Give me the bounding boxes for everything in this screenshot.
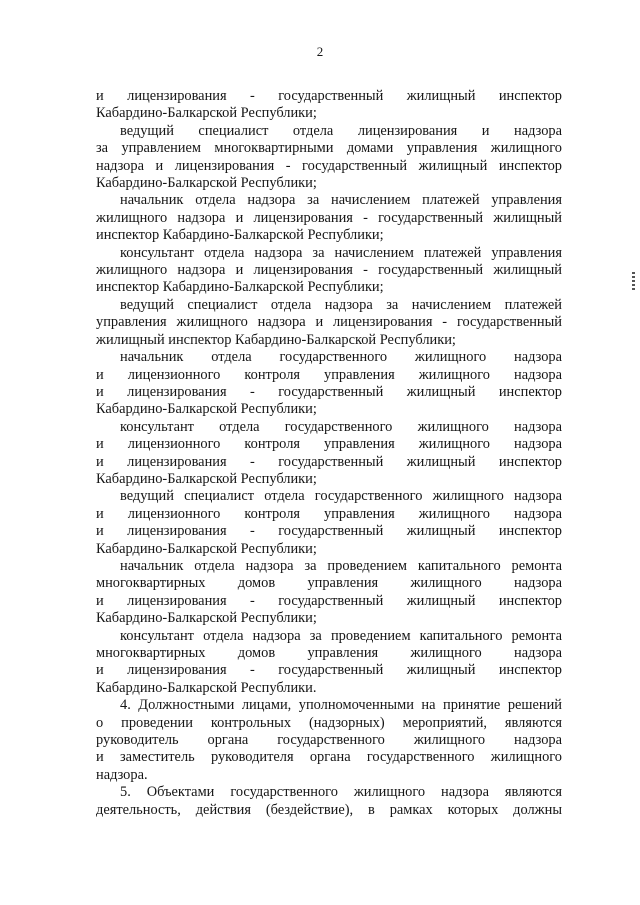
text-line: Кабардино-Балкарской Республики; bbox=[96, 401, 317, 418]
text-line: консультант отдела государственного жилищного надзора bbox=[120, 418, 562, 435]
text-line: и лицензирования - государственный жилищный инспектор bbox=[96, 523, 562, 540]
paragraph bbox=[96, 628, 562, 698]
text-line: о проведении контрольных (надзорных) мероприятий, являются bbox=[96, 714, 562, 731]
text-line: ведущий специалист отдела надзора за начислением платежей bbox=[120, 296, 562, 313]
text-line: ведущий специалист отдела лицензирования и надзора bbox=[120, 122, 562, 139]
text-line: и лицензирования - государственный жилищный инспектор bbox=[96, 592, 562, 609]
text-line: жилищный инспектор Кабардино-Балкарской Республики; bbox=[96, 331, 456, 348]
paragraph bbox=[96, 245, 562, 297]
text-line: начальник отдела надзора за начислением платежей управления bbox=[120, 192, 562, 209]
text-line: консультант отдела надзора за начислением платежей управления bbox=[120, 244, 562, 261]
text-line: и лицензирования - государственный жилищный инспектор bbox=[96, 88, 562, 104]
text-line: начальник отдела надзора за проведением капитального ремонта bbox=[120, 557, 562, 574]
paragraph bbox=[96, 488, 562, 558]
text-line: и лицензирования - государственный жилищный инспектор bbox=[96, 383, 562, 400]
text-line: управления жилищного надзора и лицензирования - государственный bbox=[96, 314, 562, 331]
paragraph bbox=[96, 123, 562, 193]
text-line: жилищного надзора и лицензирования - государственный жилищный bbox=[96, 262, 562, 279]
paragraph bbox=[96, 784, 562, 819]
text-line: Кабардино-Балкарской Республики; bbox=[96, 175, 317, 192]
text-line: Кабардино-Балкарской Республики; bbox=[96, 105, 317, 122]
text-line: и лицензионного контроля управления жилищного надзора bbox=[96, 436, 562, 453]
text-line: деятельность, действия (бездействие), в рамках которых должны bbox=[96, 801, 562, 818]
text-line: надзора и лицензирования - государственный жилищный инспектор bbox=[96, 157, 562, 174]
paragraph bbox=[96, 297, 562, 349]
text-line: консультант отдела надзора за проведением капитального ремонта bbox=[120, 627, 562, 644]
scan-artifact bbox=[632, 272, 635, 292]
text-line: ведущий специалист отдела государственного жилищного надзора bbox=[120, 488, 562, 505]
text-line: Кабардино-Балкарской Республики. bbox=[96, 679, 317, 696]
text-line: руководитель органа государственного жилищного надзора bbox=[96, 732, 562, 749]
text-line: Кабардино-Балкарской Республики; bbox=[96, 470, 317, 487]
text-line: жилищного надзора и лицензирования - государственный жилищный bbox=[96, 209, 562, 226]
text-line: 5. Объектами государственного жилищного надзора являются bbox=[120, 784, 562, 801]
paragraph bbox=[96, 697, 562, 784]
paragraph bbox=[96, 192, 562, 244]
text-line: многоквартирных домов управления жилищного надзора bbox=[96, 645, 562, 661]
text-line: начальник отдела государственного жилищного надзора bbox=[120, 349, 562, 366]
paragraph bbox=[96, 419, 562, 489]
paragraph bbox=[96, 349, 562, 419]
page-number: 2 bbox=[316, 44, 324, 59]
text-line: и лицензирования - государственный жилищный инспектор bbox=[96, 662, 562, 679]
paragraph bbox=[96, 88, 562, 123]
text-line: инспектор Кабардино-Балкарской Республики; bbox=[96, 279, 384, 296]
text-line: 4. Должностными лицами, уполномоченными на принятие решений bbox=[120, 697, 562, 714]
paragraph bbox=[96, 558, 562, 628]
text-line: инспектор Кабардино-Балкарской Республики; bbox=[96, 227, 384, 244]
text-line: и заместитель руководителя органа государственного жилищного bbox=[96, 749, 562, 766]
text-line: за управлением многоквартирными домами управления жилищного bbox=[96, 140, 562, 157]
text-line: многоквартирных домов управления жилищного надзора bbox=[96, 575, 562, 592]
document-body bbox=[96, 88, 562, 819]
text-line: надзора. bbox=[96, 766, 148, 783]
text-line: и лицензирования - государственный жилищный инспектор bbox=[96, 453, 562, 470]
text-line: Кабардино-Балкарской Республики; bbox=[96, 540, 317, 557]
text-line: и лицензионного контроля управления жилищного надзора bbox=[96, 366, 562, 383]
text-line: и лицензионного контроля управления жилищного надзора bbox=[96, 505, 562, 522]
text-line: Кабардино-Балкарской Республики; bbox=[96, 610, 317, 627]
